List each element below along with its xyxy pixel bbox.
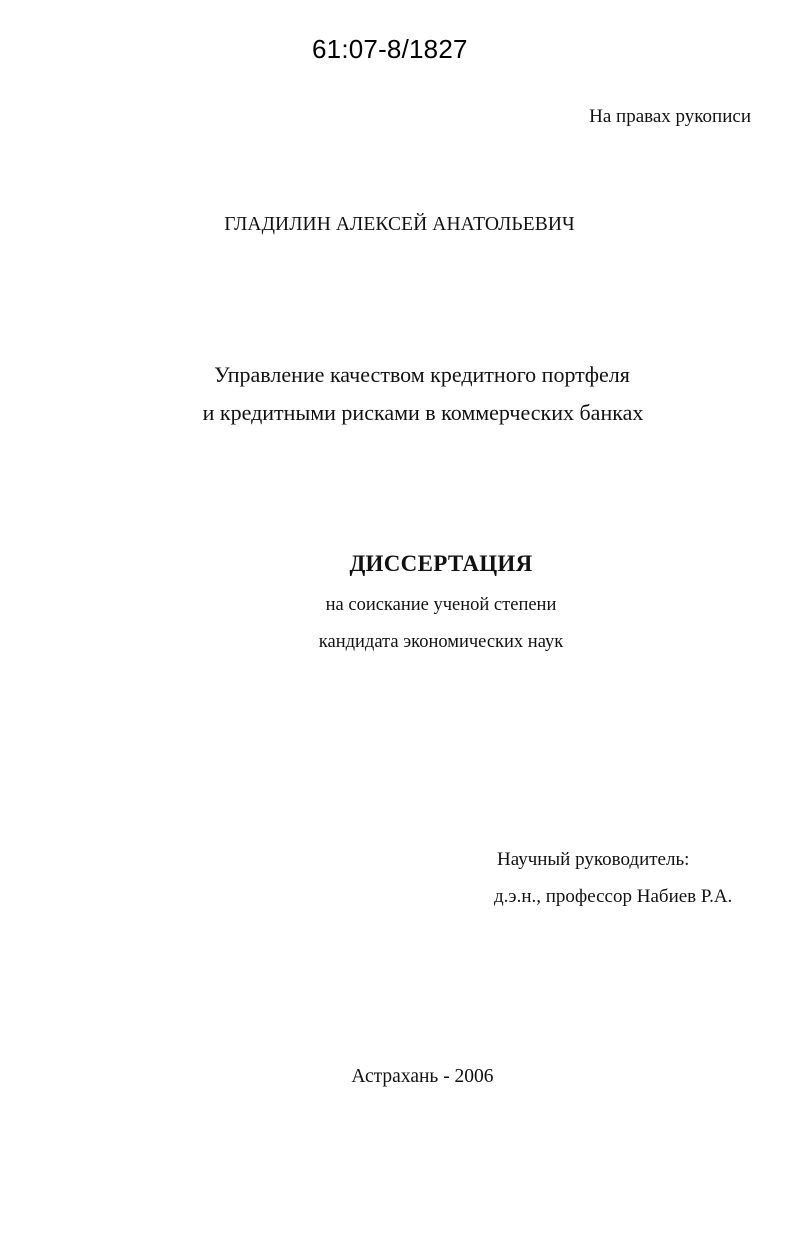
degree-line-1: на соискание ученой степени	[325, 595, 557, 615]
author-name: ГЛАДИЛИН АЛЕКСЕЙ АНАТОЛЬЕВИЧ	[224, 214, 575, 235]
document-type: ДИССЕРТАЦИЯ	[349, 551, 533, 576]
manuscript-note: На правах рукописи	[589, 106, 751, 127]
place-and-year: Астрахань - 2006	[351, 1066, 494, 1087]
advisor-label: Научный руководитель:	[497, 849, 690, 870]
dissertation-title-line-1: Управление качеством кредитного портфеля	[214, 362, 630, 387]
dissertation-title-line-2: и кредитными рисками в коммерческих банках	[202, 400, 644, 425]
degree-line-2: кандидата экономических наук	[318, 632, 564, 652]
advisor-name: д.э.н., профессор Набиев Р.А.	[494, 886, 733, 907]
catalog-number: 61:07-8/1827	[312, 34, 468, 64]
